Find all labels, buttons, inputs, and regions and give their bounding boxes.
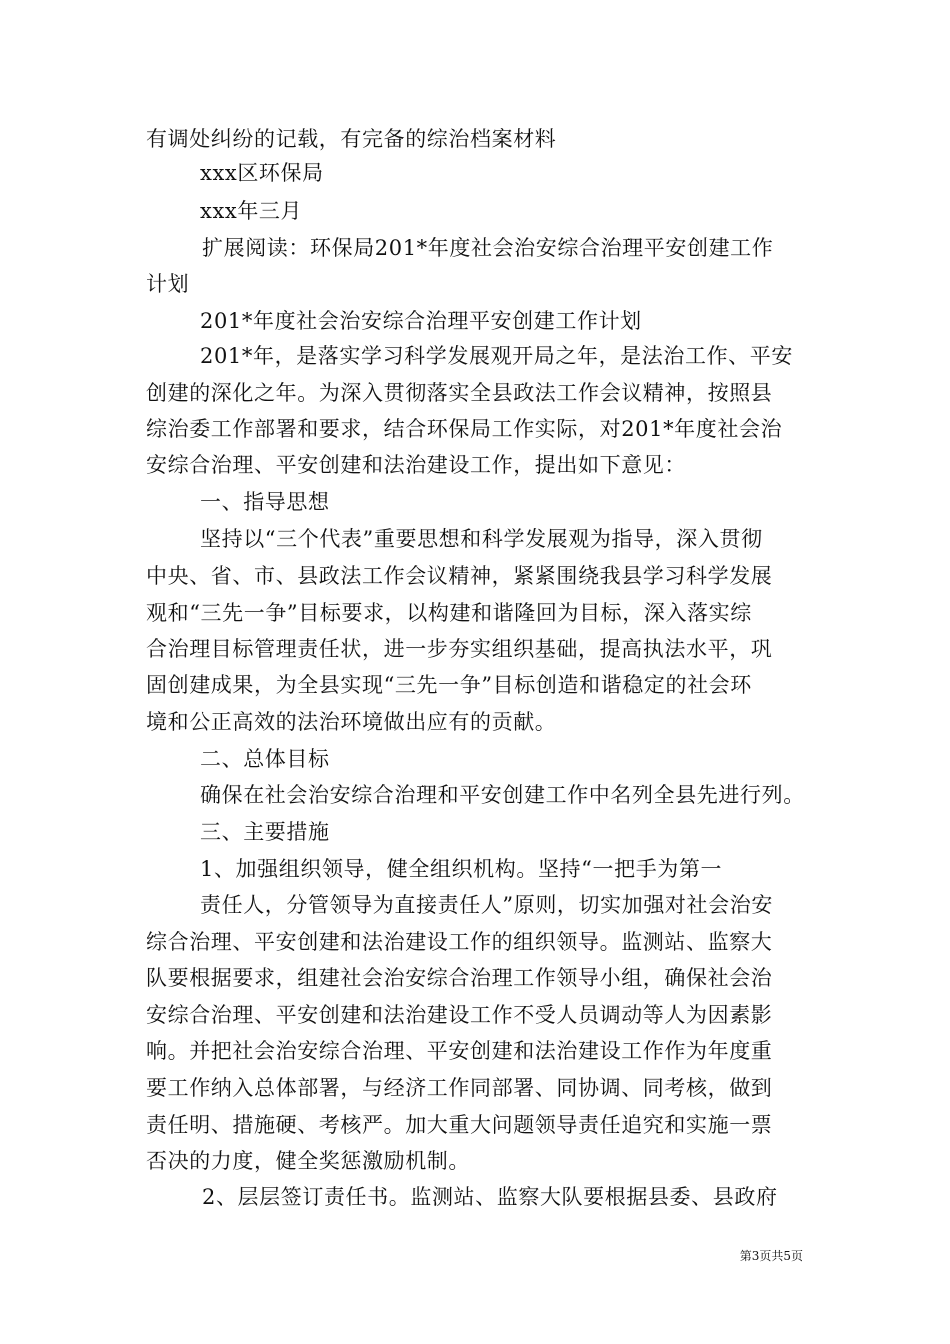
text-line: 境和公正高效的法治环境做出应有的贡献。 [146,710,557,734]
text-line: 安综合治理、平安创建和法治建设工作，提出如下意见： [146,453,686,477]
text-line: 合治理目标管理责任状，进一步夯实组织基础，提高执法水平，巩 [146,637,773,661]
text-line: 观和“三先一争”目标要求，以构建和谐隆回为目标，深入落实综 [146,601,752,625]
text-line: 中央、省、市、县政法工作会议精神，紧紧围绕我县学习科学发展 [146,564,773,588]
text-line: 综合治理、平安创建和法治建设工作的组织领导。监测站、监察大 [146,930,773,954]
text-line: 综治委工作部署和要求，结合环保局工作实际，对201*年度社会治 [146,417,783,441]
text-line: 安综合治理、平安创建和法治建设工作不受人员调动等人为因素影 [146,1003,773,1027]
text-line: 有调处纠纷的记载，有完备的综治档案材料 [146,127,557,151]
text-line: 要工作纳入总体部署，与经济工作同部署、同协调、同考核，做到 [146,1076,773,1100]
section-heading: 一、指导思想 [200,490,330,514]
section-heading: 三、主要措施 [200,820,330,844]
text-line: 否决的力度，健全奖惩激励机制。 [146,1149,470,1173]
text-line: 2、层层签订责任书。监测站、监察大队要根据县委、县政府 [202,1185,778,1209]
text-line: 201*年，是落实学习科学发展观开局之年，是法治工作、平安 [200,344,793,368]
section-heading: 二、总体目标 [200,747,330,771]
text-line: xxx年三月 [200,199,303,223]
text-line: 创建的深化之年。为深入贯彻落实全县政法工作会议精神，按照县 [146,381,773,405]
text-line: 计划 [146,272,190,296]
text-line: xxx区环保局 [200,161,324,185]
text-line: 队要根据要求，组建社会治安综合治理工作领导小组，确保社会治 [146,966,773,990]
text-line: 扩展阅读：环保局201*年度社会治安综合治理平安创建工作 [202,236,774,260]
text-line: 坚持以“三个代表”重要思想和科学发展观为指导，深入贯彻 [200,527,763,551]
text-line: 响。并把社会治安综合治理、平安创建和法治建设工作作为年度重 [146,1039,773,1063]
text-line: 责任人，分管领导为直接责任人”原则，切实加强对社会治安 [200,893,773,917]
text-line: 1、加强组织领导，健全组织机构。坚持“一把手为第一 [200,857,723,881]
text-line: 固创建成果，为全县实现“三先一争”目标创造和谐稳定的社会环 [146,673,752,697]
text-line: 责任明、措施硬、考核严。加大重大问题领导责任追究和实施一票 [146,1113,773,1137]
page-number-footer: 第3页共5页 [739,1249,803,1263]
text-line: 确保在社会治安综合治理和平安创建工作中名列全县先进行列。 [200,783,805,807]
text-line: 201*年度社会治安综合治理平安创建工作计划 [200,309,642,333]
